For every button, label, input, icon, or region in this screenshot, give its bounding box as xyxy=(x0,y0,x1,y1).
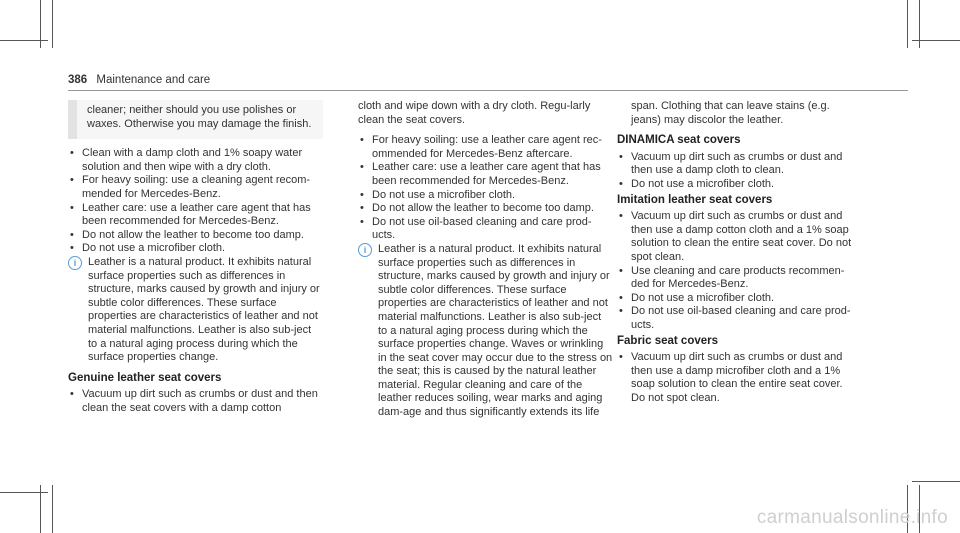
list-item: • Do not allow the leather to become too damp. xyxy=(358,202,613,216)
column-2 xyxy=(358,100,613,427)
crop-mark xyxy=(912,481,960,482)
info-icon: i xyxy=(358,243,372,257)
section-heading: Imitation leather seat covers xyxy=(617,193,773,206)
list-item: • Leather care: use a leather care agent that has been recommended for Mercedes-Benz. xyxy=(358,161,613,188)
list-item: • For heavy soiling: use a cleaning agent recom-mended for Mercedes-Benz. xyxy=(68,174,323,201)
list-item: • Do not use a microfiber cloth. xyxy=(358,189,613,203)
crop-mark xyxy=(0,40,48,41)
section-heading: Genuine leather seat covers xyxy=(68,371,222,384)
list-item: • Do not use a microfiber cloth. xyxy=(68,242,323,256)
list-item: • Do not use oil-based cleaning and care prod-ucts. xyxy=(617,305,857,332)
list-item: • Do not use a microfiber cloth. xyxy=(617,178,857,192)
column-1 xyxy=(68,100,323,415)
note-text: cleaner; neither should you use polishes or waxes. Otherwise you may damage the finish. xyxy=(87,104,312,130)
list-item: • Do not use oil-based cleaning and care prod-ucts. xyxy=(358,216,613,243)
list-item: • Vacuum up dirt such as crumbs or dust and then use a damp cotton cloth and a 1% soap solution to clean the entire seat cover. Do not spot clean. xyxy=(617,210,857,264)
crop-mark xyxy=(912,40,960,41)
info-text: Leather is a natural product. It exhibits natural surface properties such as differences in structure, marks caused by growth and injury or subtle color differences. These surface properties are characteristics of leather and not material malfunctions. Leather is also sub-ject to a natural aging process during which the surface properties change. Waves or wrinkling in the seat cover may occur due to the stress on the seat; this is caused by the natural leather material. Regular cleaning and care of the leather reduces soiling, wear marks and aging dam-age and thus significantly extends its life xyxy=(378,242,613,419)
info-text: Leather is a natural product. It exhibits natural surface properties such as differences in structure, marks caused by growth and injury or subtle color differences. These surface properties are characteristics of leather and not material malfunctions. Leather is also sub-ject to a natural aging process during which the surface properties change. xyxy=(88,255,320,364)
section-heading: DINAMICA seat covers xyxy=(617,134,741,147)
crop-mark xyxy=(0,492,48,493)
list-item: • Vacuum up dirt such as crumbs or dust and then use a damp microfiber cloth and a 1% soap solution to clean the entire seat cover. Do not spot clean. xyxy=(617,351,857,405)
page-number: 386 xyxy=(68,74,88,86)
list-item: • Do not allow the leather to become too damp. xyxy=(68,229,323,243)
paragraph: span. Clothing that can leave stains (e.g. jeans) may discolor the leather. xyxy=(631,100,830,126)
crop-mark xyxy=(907,0,908,48)
list-item: • For heavy soiling: use a leather care agent rec-ommended for Mercedes-Benz aftercare. xyxy=(358,134,613,161)
header-divider xyxy=(68,90,908,91)
section-title: Maintenance and care xyxy=(96,74,211,86)
note-box xyxy=(68,100,323,139)
info-note xyxy=(358,243,613,420)
section-heading: Fabric seat covers xyxy=(617,334,719,347)
list-item: • Vacuum up dirt such as crumbs or dust and then clean the seat covers with a damp cotton xyxy=(68,388,323,415)
list-item: • Vacuum up dirt such as crumbs or dust and then use a damp cloth to clean. xyxy=(617,151,857,178)
info-note xyxy=(68,256,323,365)
watermark: carmanualsonline.info xyxy=(756,507,948,528)
list-item: • Clean with a damp cloth and 1% soapy water solution and then wipe with a dry cloth. xyxy=(68,147,323,174)
list-item: • Use cleaning and care products recommen-ded for Mercedes-Benz. xyxy=(617,265,857,292)
column-3 xyxy=(617,100,857,405)
info-icon: i xyxy=(68,256,82,270)
paragraph: cloth and wipe down with a dry cloth. Regu-larly clean the seat covers. xyxy=(358,100,591,126)
page-header xyxy=(68,74,210,86)
crop-mark xyxy=(52,0,53,48)
list-item: • Leather care: use a leather care agent that has been recommended for Mercedes-Benz. xyxy=(68,202,323,229)
crop-mark xyxy=(52,485,53,533)
list-item: • Do not use a microfiber cloth. xyxy=(617,292,857,306)
